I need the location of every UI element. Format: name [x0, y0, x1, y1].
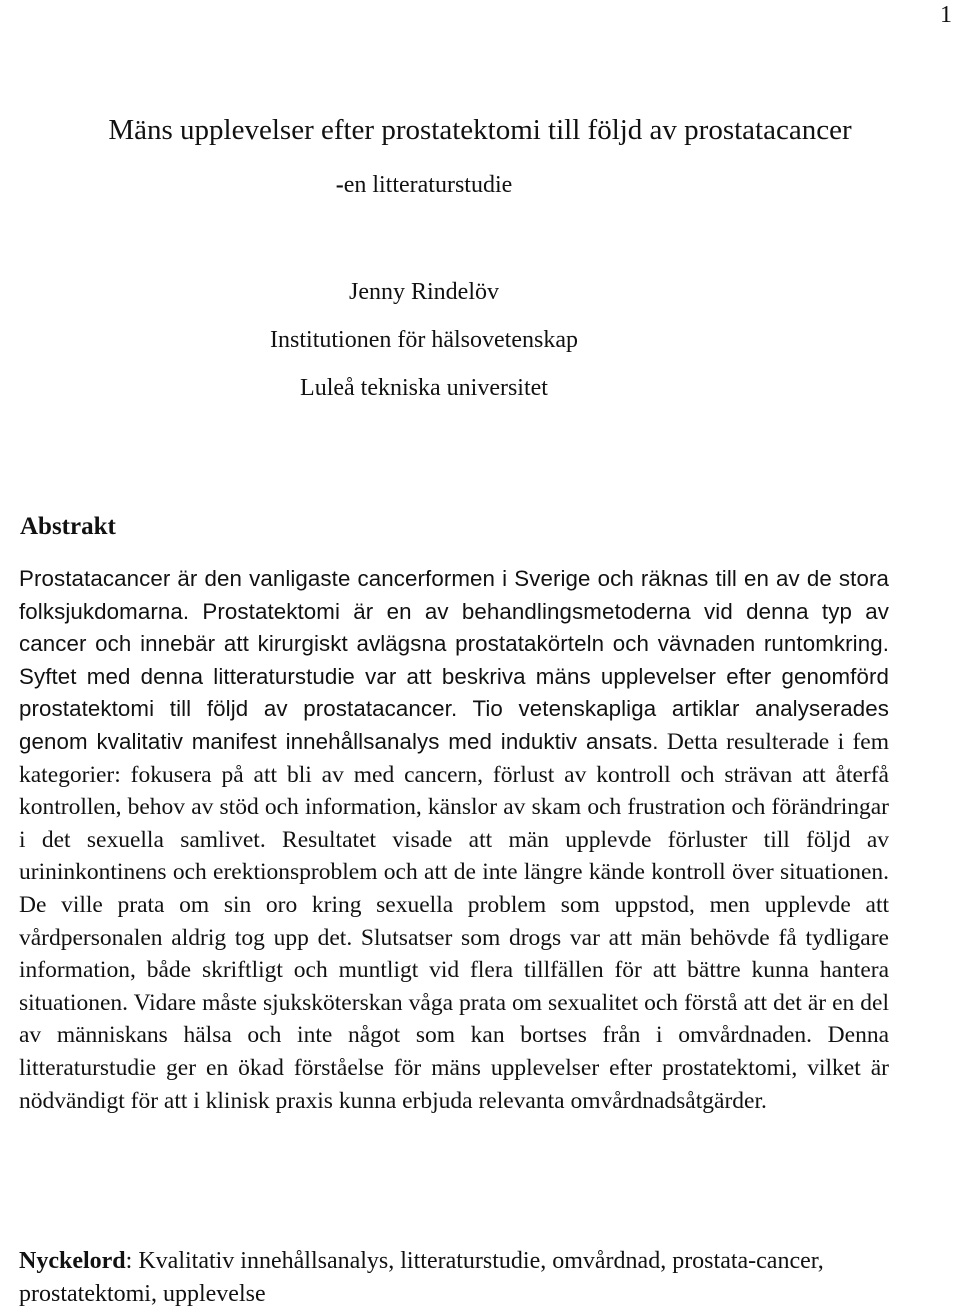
keywords: [19, 1245, 899, 1311]
subtitle: [0, 172, 848, 199]
keywords-separator: :: [125, 1248, 133, 1274]
page-number: 1: [940, 2, 952, 28]
department: Institutionen för hälsovetenskap: [270, 327, 578, 353]
abstract-text-part-2: Detta resulterade i fem kategorier: fokusera på att bli av med cancern, förlust av kontroll och strävan att återfå kontrollen, behov av stöd och information, känslor av skam och frustration och förändringar i det sexuella samlivet. Resultatet visade att män upplevde förluster till följd av urininkontinens och erektionsproblem och att de inte längre kände kontroll över situationen. De ville prata om sin oro kring sexuella problem som uppstod, men upplevde att vårdpersonalen aldrig tog upp det. Slutsatser som drogs var att män behövde få tydligare information, både skriftligt och muntligt vid flera tillfällen för att bättre kunna hantera situationen. Vidare måste sjuksköterskan våga prata om sexualitet och förstå att det är en del av människans hälsa och inte något som kan bortses från i omvårdnaden. Denna litteraturstudie ger en ökad förståelse för mäns upplevelser efter prostatektomi, vilket är nödvändigt för att i klinisk praxis kunna erbjuda relevanta omvårdnadsåtgärder.: [19, 728, 889, 1114]
subtitle-text: en litteraturstudie: [343, 172, 513, 198]
page-title: Mäns upplevelser efter prostatektomi till följd av prostatacancer: [108, 114, 852, 146]
university: Luleå tekniska universitet: [300, 375, 548, 401]
subtitle-dash: -: [335, 172, 344, 198]
abstract-body: [19, 563, 889, 1117]
author-name: Jenny Rindelöv: [349, 279, 499, 305]
keywords-label: Nyckelord: [19, 1248, 126, 1274]
abstract-text-part-1: Prostatacancer är den vanligaste cancerformen i Sverige och räknas till en av de stora folksjukdomarna. Prostatektomi är en av behandlingsmetoderna vid denna typ av cancer och innebär att kirurgiskt avlägsna prostatakörteln och vävnaden runtomkring. Syftet med denna litteraturstudie var att beskriva mäns upplevelser efter genomförd prostatektomi till följd av prostatacancer. Tio vetenskapliga artiklar analyserades genom kvalitativ manifest innehållsanalys med induktiv ansats.: [19, 566, 889, 754]
abstract-heading: Abstrakt: [20, 513, 116, 540]
keywords-text: Kvalitativ innehållsanalys, litteraturstudie, omvårdnad, prostata-cancer, prostatektomi, upplevelse: [19, 1248, 824, 1307]
author-block: [0, 268, 848, 412]
